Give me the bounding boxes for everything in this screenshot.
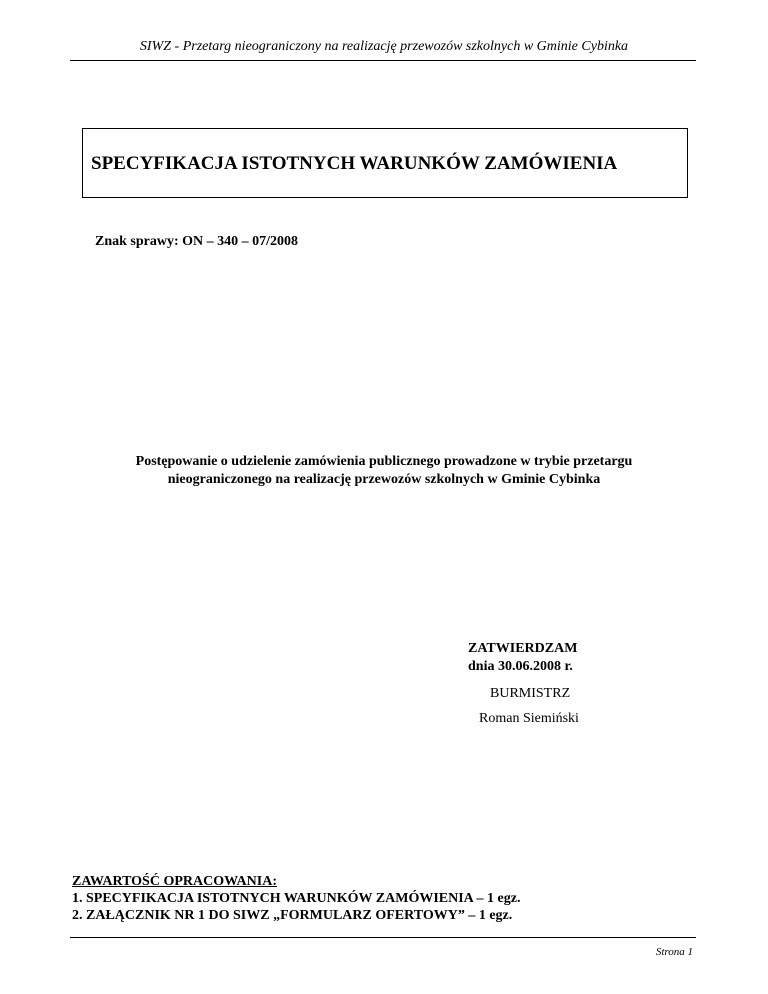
mayor-title: BURMISTRZ bbox=[490, 686, 571, 701]
contents-item: 1. SPECYFIKACJA ISTOTNYCH WARUNKÓW ZAMÓWIENIA – 1 egz. bbox=[72, 891, 521, 906]
case-number: Znak sprawy: ON – 340 – 07/2008 bbox=[95, 234, 299, 249]
header-rule bbox=[70, 60, 696, 61]
page-number: Strona 1 bbox=[655, 946, 693, 958]
contents-heading: ZAWARTOŚĆ OPRACOWANIA: bbox=[72, 874, 277, 889]
approval-date: dnia 30.06.2008 r. bbox=[468, 659, 573, 674]
contents-section bbox=[72, 873, 520, 924]
title-box bbox=[82, 128, 688, 198]
running-header: SIWZ - Przetarg nieograniczony na realizację przewozów szkolnych w Gminie Cybinka bbox=[139, 39, 629, 54]
footer-rule bbox=[70, 937, 696, 938]
procedure-description bbox=[0, 453, 768, 489]
procedure-description-line-2: nieograniczonego na realizację przewozów szkolnych w Gminie Cybinka bbox=[167, 472, 601, 487]
contents-item: 2. ZAŁĄCZNIK NR 1 DO SIWZ „FORMULARZ OFERTOWY” – 1 egz. bbox=[72, 908, 513, 923]
document-title: SPECYFIKACJA ISTOTNYCH WARUNKÓW ZAMÓWIENIA bbox=[91, 153, 618, 174]
procedure-description-line-1: Postępowanie o udzielenie zamówienia publicznego prowadzone w trybie przetargu bbox=[135, 454, 633, 469]
approval-label: ZATWIERDZAM bbox=[468, 641, 578, 656]
approval-block bbox=[468, 640, 577, 676]
mayor-name: Roman Siemiński bbox=[479, 711, 579, 726]
